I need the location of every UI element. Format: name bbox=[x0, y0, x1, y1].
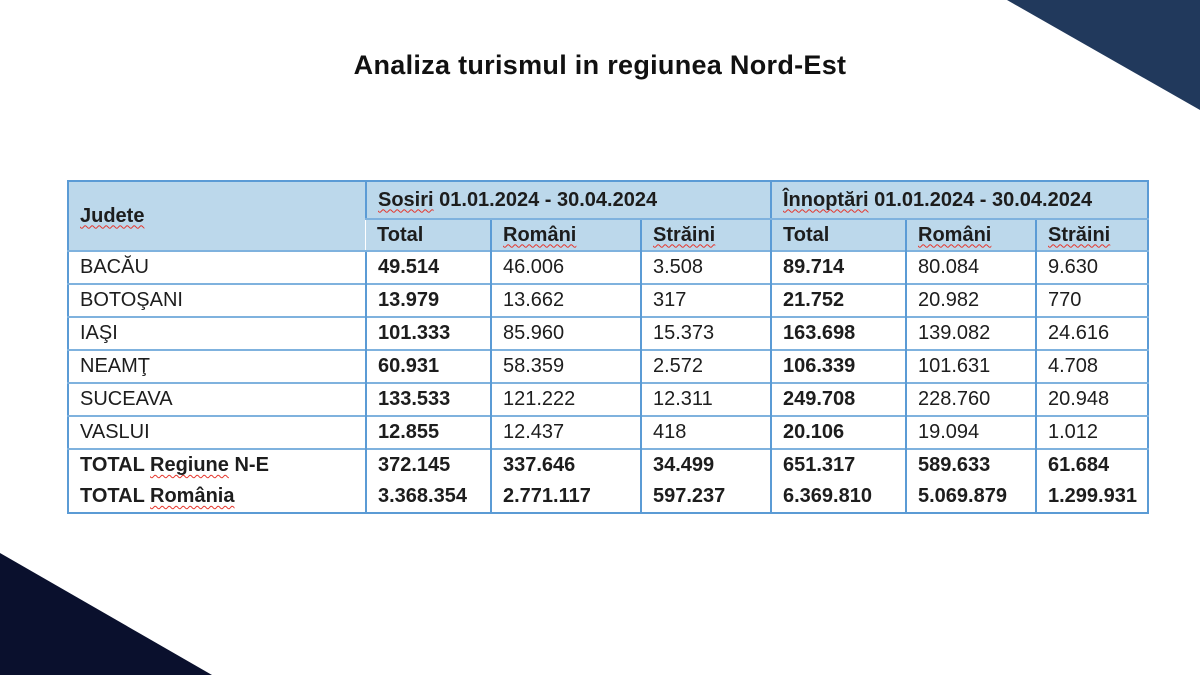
subheader-cell bbox=[1036, 219, 1148, 251]
value-cell: 5.069.879 bbox=[906, 481, 1036, 513]
value-cell: 19.094 bbox=[906, 416, 1036, 449]
table-row bbox=[68, 481, 1148, 513]
subheader-cell bbox=[771, 219, 906, 251]
value-cell: 3.508 bbox=[641, 251, 771, 284]
value-cell: 372.145 bbox=[366, 449, 491, 481]
value-cell: 4.708 bbox=[1036, 350, 1148, 383]
table-row bbox=[68, 317, 1148, 350]
value-cell: 1.012 bbox=[1036, 416, 1148, 449]
value-cell: 228.760 bbox=[906, 383, 1036, 416]
subheader-label: Români bbox=[503, 223, 577, 246]
value-cell: 13.662 bbox=[491, 284, 641, 317]
value-cell: 58.359 bbox=[491, 350, 641, 383]
value-cell: 317 bbox=[641, 284, 771, 317]
judet-cell: TOTAL România bbox=[80, 485, 235, 507]
value-cell: 21.752 bbox=[771, 284, 906, 317]
misspelled-word: România bbox=[150, 485, 235, 507]
judet-cell: SUCEAVA bbox=[68, 383, 366, 416]
judet-cell: BACĂU bbox=[68, 251, 366, 284]
judete-header-cell bbox=[68, 181, 366, 251]
value-cell: 34.499 bbox=[641, 449, 771, 481]
value-cell: 589.633 bbox=[906, 449, 1036, 481]
value-cell: 106.339 bbox=[771, 350, 906, 383]
subheader-label: Români bbox=[918, 223, 992, 246]
judet-cell: BOTOŞANI bbox=[68, 284, 366, 317]
value-cell: 163.698 bbox=[771, 317, 906, 350]
value-cell: 101.631 bbox=[906, 350, 1036, 383]
table-row bbox=[68, 284, 1148, 317]
value-cell: 46.006 bbox=[491, 251, 641, 284]
value-cell: 249.708 bbox=[771, 383, 906, 416]
value-cell: 12.855 bbox=[366, 416, 491, 449]
value-cell: 15.373 bbox=[641, 317, 771, 350]
subheader-cell bbox=[641, 219, 771, 251]
judet-cell: IAŞI bbox=[68, 317, 366, 350]
table-row bbox=[68, 383, 1148, 416]
judet-cell: TOTAL Regiune N-E bbox=[68, 449, 366, 481]
table-body bbox=[68, 251, 1148, 513]
value-cell: 89.714 bbox=[771, 251, 906, 284]
judete-header-label: Judete bbox=[80, 204, 145, 227]
subheader-label: Străini bbox=[1048, 223, 1111, 246]
value-cell: 12.311 bbox=[641, 383, 771, 416]
value-cell: 1.299.931 bbox=[1036, 481, 1148, 513]
value-cell: 418 bbox=[641, 416, 771, 449]
value-cell: 770 bbox=[1036, 284, 1148, 317]
subheader-cell bbox=[366, 219, 491, 251]
value-cell: 20.982 bbox=[906, 284, 1036, 317]
value-cell: 20.948 bbox=[1036, 383, 1148, 416]
subheader-label: Străini bbox=[653, 223, 716, 246]
table-row bbox=[68, 350, 1148, 383]
value-cell: 24.616 bbox=[1036, 317, 1148, 350]
slide-title: Analiza turismul in regiunea Nord-Est bbox=[353, 50, 847, 80]
subheader-label: Total bbox=[783, 223, 830, 246]
table-row bbox=[68, 449, 1148, 481]
value-cell: 61.684 bbox=[1036, 449, 1148, 481]
innoptari-period: 01.01.2024 - 30.04.2024 bbox=[868, 188, 1093, 211]
value-cell: 6.369.810 bbox=[771, 481, 906, 513]
value-cell: 2.572 bbox=[641, 350, 771, 383]
misspelled-word: Regiune bbox=[150, 454, 229, 476]
sosiri-group-header-cell bbox=[366, 181, 771, 219]
innoptari-word: Înnoptări bbox=[783, 188, 869, 211]
value-cell: 133.533 bbox=[366, 383, 491, 416]
tourism-table bbox=[67, 180, 1149, 514]
value-cell: 60.931 bbox=[366, 350, 491, 383]
value-cell: 139.082 bbox=[906, 317, 1036, 350]
value-cell: 651.317 bbox=[771, 449, 906, 481]
subheader-cell bbox=[491, 219, 641, 251]
value-cell: 597.237 bbox=[641, 481, 771, 513]
value-cell: 9.630 bbox=[1036, 251, 1148, 284]
value-cell: 49.514 bbox=[366, 251, 491, 284]
subheader-label: Total bbox=[377, 223, 424, 246]
value-cell: 3.368.354 bbox=[366, 481, 491, 513]
value-cell: 85.960 bbox=[491, 317, 641, 350]
sosiri-period: 01.01.2024 - 30.04.2024 bbox=[433, 188, 658, 211]
value-cell: 2.771.117 bbox=[491, 481, 641, 513]
judet-cell: VASLUI bbox=[68, 416, 366, 449]
value-cell: 101.333 bbox=[366, 317, 491, 350]
sosiri-word: Sosiri bbox=[378, 188, 434, 211]
judet-cell: NEAMŢ bbox=[68, 350, 366, 383]
value-cell: 337.646 bbox=[491, 449, 641, 481]
table-row bbox=[68, 416, 1148, 449]
table-row bbox=[68, 251, 1148, 284]
value-cell: 13.979 bbox=[366, 284, 491, 317]
value-cell: 20.106 bbox=[771, 416, 906, 449]
innoptari-group-header-cell bbox=[771, 181, 1148, 219]
corner-triangle-bottom-left-shape bbox=[0, 553, 212, 675]
value-cell: 12.437 bbox=[491, 416, 641, 449]
value-cell: 121.222 bbox=[491, 383, 641, 416]
subheader-cell bbox=[906, 219, 1036, 251]
value-cell: 80.084 bbox=[906, 251, 1036, 284]
table-header-group-row bbox=[68, 181, 1148, 219]
